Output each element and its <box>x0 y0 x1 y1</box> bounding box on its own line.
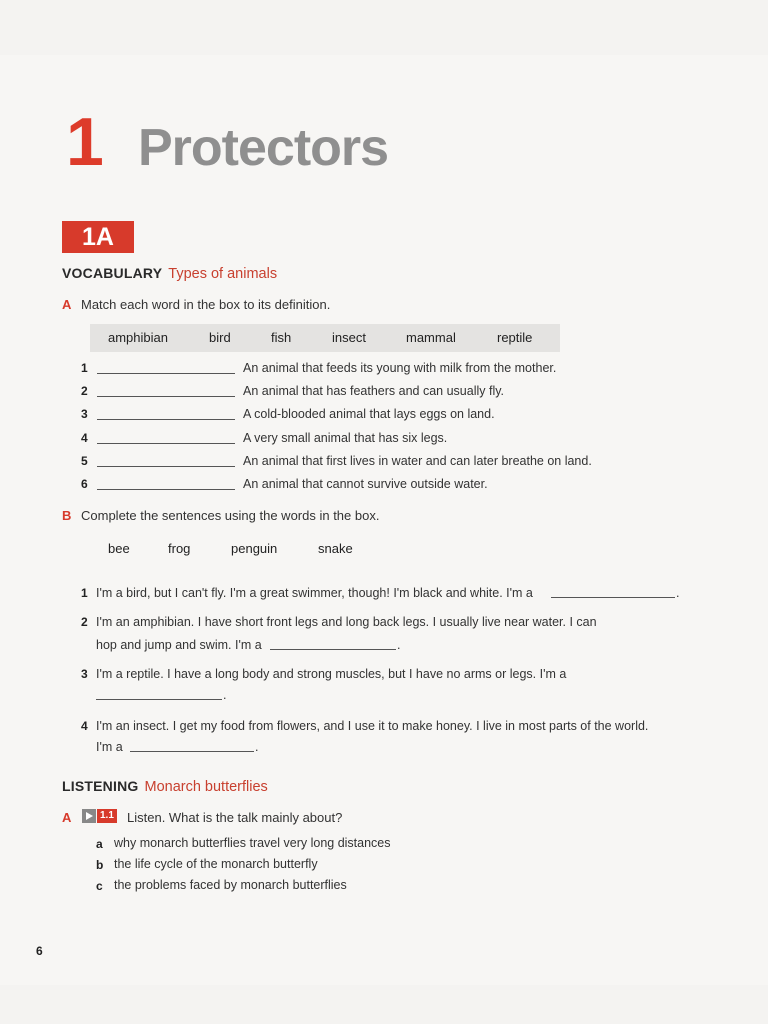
word-box-a <box>90 324 560 352</box>
vocabulary-label: VOCABULARY <box>62 265 163 281</box>
item-number: 3 <box>81 667 88 681</box>
definition: An animal that cannot survive outside water. <box>243 477 488 491</box>
item-number: 2 <box>81 384 88 398</box>
unit-number: 1 <box>66 104 104 180</box>
listening-topic: Monarch butterflies <box>144 779 268 795</box>
answer-blank[interactable] <box>97 489 235 490</box>
definition: An animal that has feathers and can usually fly. <box>243 384 505 398</box>
answer-blank[interactable] <box>270 649 396 650</box>
sentence-end: . <box>223 688 227 702</box>
word-box-item: mammal <box>406 330 456 345</box>
vocabulary-topic: Types of animals <box>168 266 278 282</box>
unit-title: Protectors <box>138 119 389 177</box>
answer-blank[interactable] <box>97 396 235 397</box>
item-number: 1 <box>81 586 88 600</box>
word-box-item: frog <box>168 541 191 556</box>
item-number: 4 <box>81 719 88 733</box>
word-box-item: amphibian <box>108 330 168 345</box>
definition: An animal that feeds its young with milk from the mother. <box>243 361 557 375</box>
exercise-b-letter: B <box>62 508 72 523</box>
option-letter: b <box>96 858 104 872</box>
option-letter: c <box>96 879 103 893</box>
option-letter: a <box>96 837 103 851</box>
answer-blank[interactable] <box>551 597 675 598</box>
item-number: 5 <box>81 454 88 468</box>
vocabulary-heading <box>62 265 277 282</box>
page-number: 6 <box>36 944 43 958</box>
item-number: 3 <box>81 407 88 421</box>
exercise-a-letter: A <box>62 297 72 312</box>
sentence-end: . <box>255 740 259 754</box>
sentence: I'm an amphibian. I have short front legs and long back legs. I usually live near water. I can <box>96 615 597 629</box>
lesson-tag: 1A <box>62 221 134 253</box>
item-number: 4 <box>81 431 88 445</box>
word-box-b <box>90 536 380 560</box>
option-text[interactable]: the life cycle of the monarch butterfly <box>114 857 318 871</box>
word-box-item: bird <box>209 330 231 345</box>
listening-a-letter: A <box>62 810 72 825</box>
exercise-b-instruction: Complete the sentences using the words in the box. <box>81 508 380 523</box>
option-text[interactable]: why monarch butterflies travel very long distances <box>114 836 391 850</box>
sentence: hop and jump and swim. I'm a <box>96 638 262 652</box>
answer-blank[interactable] <box>97 419 235 420</box>
audio-track-badge: 1.1 <box>97 809 117 823</box>
definition: A cold-blooded animal that lays eggs on land. <box>243 407 495 421</box>
listening-a-instruction: Listen. What is the talk mainly about? <box>127 810 343 825</box>
word-box-item: bee <box>108 541 130 556</box>
answer-blank[interactable] <box>96 699 222 700</box>
play-audio-icon[interactable] <box>82 809 96 823</box>
word-box-item: reptile <box>497 330 533 345</box>
word-box-item: penguin <box>231 541 278 556</box>
word-box-item: insect <box>332 330 366 345</box>
answer-blank[interactable] <box>97 443 235 444</box>
sentence-end: . <box>397 638 401 652</box>
answer-blank[interactable] <box>130 751 254 752</box>
answer-blank[interactable] <box>97 466 235 467</box>
definition: An animal that first lives in water and can later breathe on land. <box>243 454 592 468</box>
item-number: 1 <box>81 361 88 375</box>
item-number: 6 <box>81 477 88 491</box>
word-box-item: fish <box>271 330 292 345</box>
sentence: I'm a reptile. I have a long body and strong muscles, but I have no arms or legs. I'm a <box>96 667 567 681</box>
sentence: I'm a bird, but I can't fly. I'm a great swimmer, though! I'm black and white. I'm a <box>96 586 533 600</box>
item-number: 2 <box>81 615 88 629</box>
listening-label: LISTENING <box>62 778 139 794</box>
option-text[interactable]: the problems faced by monarch butterflies <box>114 878 347 892</box>
sentence: I'm a <box>96 740 123 754</box>
listening-heading <box>62 778 268 795</box>
exercise-a-instruction: Match each word in the box to its definition. <box>81 297 331 312</box>
word-box-item: snake <box>318 541 353 556</box>
sentence-end: . <box>676 586 680 600</box>
definition: A very small animal that has six legs. <box>243 431 448 445</box>
answer-blank[interactable] <box>97 373 235 374</box>
sentence: I'm an insect. I get my food from flowers, and I use it to make honey. I live in most parts of the world. <box>96 719 649 733</box>
